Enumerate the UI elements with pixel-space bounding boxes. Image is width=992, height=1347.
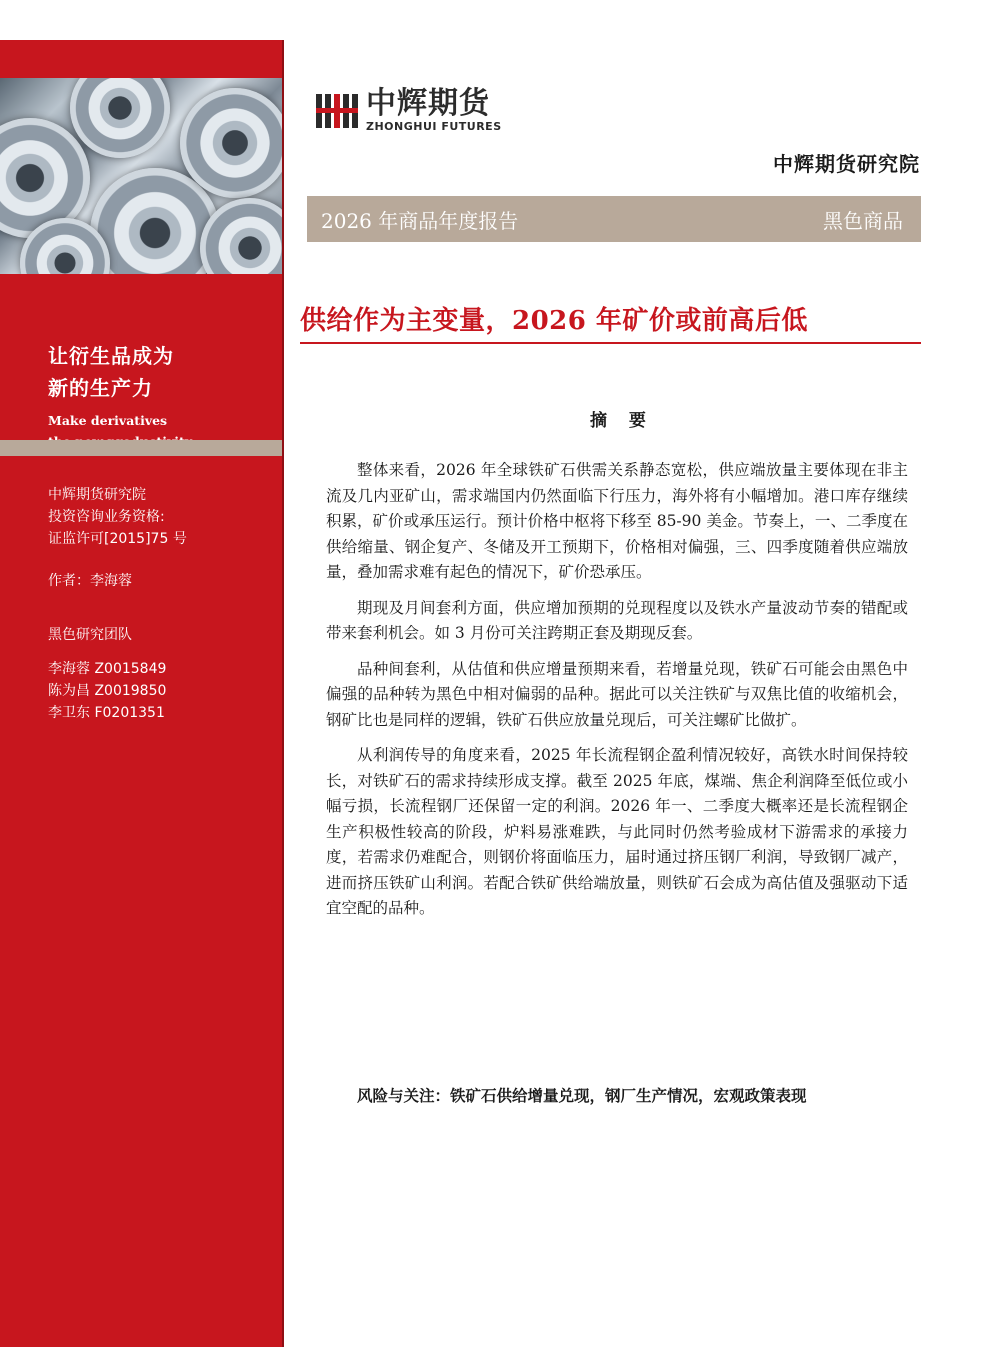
team-title: 黑色研究团队 [48,627,132,643]
logo-mark-icon [316,90,358,132]
report-type: 2026 年商品年度报告 [321,208,519,233]
team-member: 李卫东 F0201351 [48,705,165,721]
paragraph: 期现及月间套利方面，供应增加预期的兑现程度以及铁水产量波动节奏的错配或带来套利机会。如 3 月份可关注跨期正套及期现反套。 [326,598,908,642]
paragraph: 从利润传导的角度来看，2025 年长流程钢企盈利情况较好，高铁水时间保持较长，对铁矿石的需求持续形成支撑。截至 2025 年底，煤端、焦企利润降至低位或小幅亏损，长流程钢厂还保留一定的利润。2026 年一、二季度大概率还是长流程钢企生产积极性较高的阶段，炉料易涨难跌，与此同时仍然考验成材下游需求的承接力度，若需求仍难配合，则钢价将面临压力，届时通过挤压钢厂利润，导致钢厂减产，进而挤压铁矿山利润。若配合铁矿供给端放量，则铁矿石会成为高估值及强驱动下适宜空配的品种。 [326,746,908,917]
paragraph: 整体来看，2026 年全球铁矿石供需关系静态宽松，供应端放量主要体现在非主流及几内亚矿山，需求端国内仍然面临下行压力，海外将有小幅增加。港口库存继续积累，矿价或承压运行。预计价格中枢将下移至 85-90 美金。节奏上，一、二季度在供给缩量、钢企复产、冬储及开工预期下，价格相对偏强，三、四季度随着供应端放量，叠加需求难有起色的情况下，矿价恐承压。 [326,461,908,581]
left-sidebar [0,40,284,1347]
org-name: 中辉期货研究院 [48,487,146,503]
team-member: 李海蓉 Z0015849 [48,661,167,677]
brand-name-cn: 中辉期货 [366,86,490,121]
paragraph: 品种间套利，从估值和供应增量预期来看，若增量兑现，铁矿石可能会由黑色中偏强的品种转为黑色中相对偏弱的品种。据此可以关注铁矿与双焦比值的收缩机会，钢矿比也是同样的逻辑，铁矿石供应放量兑现后，可关注螺矿比做扩。 [326,659,908,729]
headline: 供给作为主变量，2026 年矿价或前高后低 [300,306,808,336]
info-panel [0,440,284,1347]
license-number: 证监许可[2015]75 号 [48,531,187,547]
brand-name-en: ZHONGHUI FUTURES [366,120,502,133]
headline-rule [300,342,921,344]
author: 作者：李海蓉 [48,573,132,589]
report-title-bar [307,196,921,242]
slogan-en: Make derivatives [48,413,168,428]
org-info [48,484,187,550]
sidebar-border [282,40,284,1347]
risk-note: 风险与关注：铁矿石供给增量兑现，钢厂生产情况，宏观政策表现 [357,1086,807,1105]
team-block [48,624,166,724]
steel-coils-image [0,78,284,274]
institute-name: 中辉期货研究院 [773,152,920,176]
slogan-cn: 让衍生品成为 新的生产力 [48,344,174,400]
license-label: 投资咨询业务资格: [48,509,165,525]
team-member: 陈为昌 Z0019850 [48,683,167,699]
abstract-body [326,458,908,932]
brand-logo [316,88,502,133]
report-category: 黑色商品 [823,208,903,233]
abstract-title: 摘 要 [590,411,654,431]
